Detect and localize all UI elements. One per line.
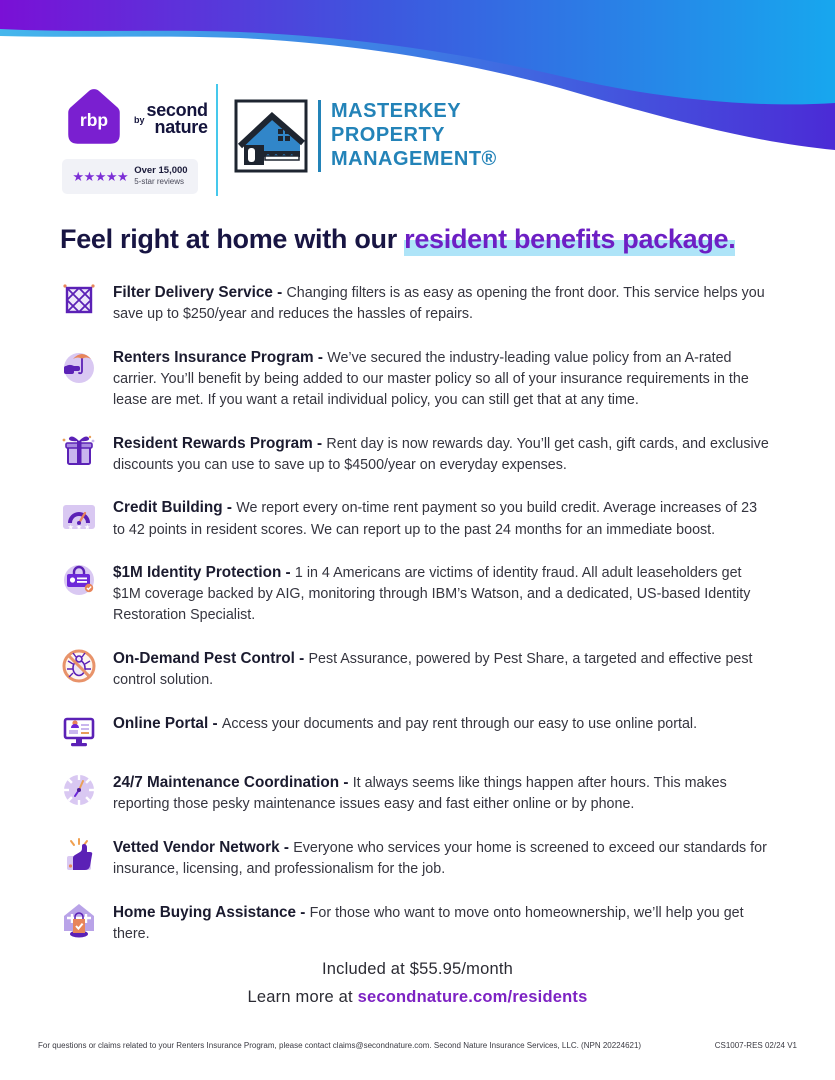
brand-word-second: second (146, 100, 208, 120)
online-portal-icon (60, 712, 98, 750)
masterkey-name-line2: PROPERTY (331, 124, 446, 146)
credit-gauge-icon (60, 496, 98, 534)
benefit-renters-insurance (60, 346, 772, 411)
benefit-vendor-network (60, 836, 772, 880)
by-label: by (134, 114, 145, 125)
benefit-text: Vetted Vendor Network - Everyone who services your home is screened to exceed our standards for insurance, licensing, and professionalism for the job. (113, 838, 767, 877)
reviews-label: 5-star reviews (134, 177, 184, 187)
thumbs-up-icon (60, 836, 98, 874)
rbp-wordmark: rbp (79, 110, 109, 131)
benefit-credit-building (60, 496, 772, 540)
five-star-icons: ★★★★★ (72, 168, 129, 184)
insurance-disclaimer: For questions or claims related to your Renters Insurance Program, please contact claims@secondnature.com. Second Nature Insurance Services, LLC. (NPN 20224621) (38, 1041, 642, 1050)
benefit-filter-delivery (60, 281, 772, 325)
benefit-text: Credit Building - We report every on-time rent payment so you build credit. Average increases of 23 to 42 points in resident scores. We can report up to the past 24 months for an immediate boost. (113, 499, 758, 538)
home-buying-icon (60, 901, 98, 939)
identity-lock-icon (60, 561, 98, 599)
svg-text:★ ★ ★: ★ ★ ★ (67, 524, 91, 532)
masterkey-name-line3: MANAGEMENT® (331, 148, 497, 170)
benefit-text: Online Portal - Access your documents and pay rent through our easy to use online portal. (113, 714, 698, 732)
masterkey-house-key-logo (234, 99, 308, 173)
no-pests-icon (60, 647, 98, 685)
benefit-pest-control (60, 647, 772, 691)
rbp-logo (60, 86, 128, 154)
benefit-identity-protection (60, 561, 772, 626)
benefit-text: Resident Rewards Program - Rent day is now rewards day. You’ll get cash, gift cards, and exclusive discounts you can use to save up to $4500/year on everyday expenses. (113, 434, 769, 473)
residents-link[interactable]: secondnature.com/residents (357, 988, 588, 1006)
fine-print-row (38, 1041, 797, 1050)
masterkey-name-line1: MASTERKEY (331, 100, 462, 122)
benefit-resident-rewards (60, 432, 772, 476)
headline-prefix: Feel right at home with our (60, 224, 405, 254)
benefit-home-buying (60, 901, 772, 945)
learn-more-prefix: Learn more at (247, 988, 358, 1006)
benefit-online-portal (60, 712, 772, 750)
benefit-text: $1M Identity Protection - 1 in 4 Americans are victims of identity fraud. All adult leaseholders get $1M coverage backed by AIG, monitoring through IBM’s Watson, and a dedicated, US-based Identity Restoration Specialist. (113, 564, 751, 624)
clock-icon (60, 771, 98, 809)
benefit-text: Renters Insurance Program - We’ve secured the industry-leading value policy from an A-rated carrier. You’ll benefit by being added to our master policy so all of your insurance requirements in the lease are met. If you want a retail individual policy, you can still get that at any time. (113, 348, 749, 408)
filter-icon (60, 281, 98, 319)
second-nature-brand (134, 102, 208, 138)
umbrella-insurance-icon (60, 346, 98, 384)
benefit-text: Filter Delivery Service - Changing filters is as easy as opening the front door. This service helps you save up to $250/year and reduces the hassles of repairs. (113, 284, 765, 323)
benefit-text: Home Buying Assistance - For those who want to move onto homeownership, we’ll help you get there. (113, 903, 744, 942)
gift-icon (60, 432, 98, 470)
masterkey-name (331, 99, 497, 171)
reviews-count: Over 15,000 (134, 165, 188, 177)
benefit-maintenance (60, 771, 772, 815)
benefits-list (60, 281, 772, 965)
logo-divider (216, 84, 218, 196)
headline-highlight: resident benefits package. (404, 224, 736, 254)
benefit-text: On-Demand Pest Control - Pest Assurance, powered by Pest Share, a targeted and effective pest control solution. (113, 649, 753, 689)
brand-word-nature: nature (154, 116, 208, 137)
page-title (60, 224, 800, 255)
masterkey-divider (318, 100, 321, 172)
benefit-text: 24/7 Maintenance Coordination - It always seems like things happen after hours. This makes reporting those pesky maintenance issues easy and fast either online or by phone. (113, 773, 727, 812)
reviews-badge (62, 159, 198, 194)
learn-more-line (0, 988, 835, 1007)
document-code: CS1007-RES 02/24 V1 (714, 1041, 797, 1050)
price-line: Included at $55.95/month (321, 960, 514, 978)
